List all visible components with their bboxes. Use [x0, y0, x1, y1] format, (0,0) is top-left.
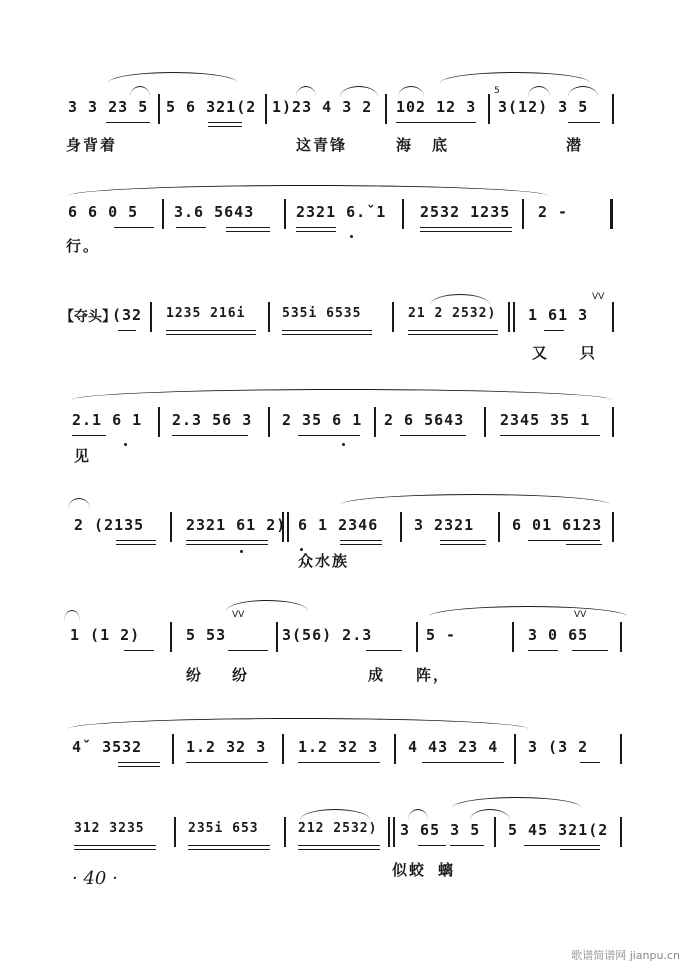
- measure: 1 61 3: [528, 306, 589, 324]
- measure: 5 -: [426, 626, 457, 644]
- measure: 5 45 321(2: [508, 821, 609, 839]
- underline: [340, 544, 382, 545]
- lyric: 底: [432, 136, 450, 154]
- underline: [528, 540, 600, 541]
- underline: [118, 330, 136, 331]
- underline: [116, 544, 156, 545]
- slur: [108, 72, 238, 83]
- underline: [166, 330, 256, 331]
- slur: [64, 610, 80, 621]
- barline: [174, 817, 176, 847]
- barline: [612, 94, 614, 124]
- lyric: 行。: [66, 237, 101, 255]
- section-label: 【夺头】: [60, 309, 116, 325]
- mordent-mark: ᐯᐯ: [592, 292, 605, 302]
- underline: [226, 227, 270, 228]
- measure: 3 2321: [414, 516, 475, 534]
- staff-4: [0, 405, 690, 465]
- underline: [296, 231, 336, 232]
- barline: [150, 302, 152, 332]
- staff-3: [0, 292, 690, 362]
- underline: [420, 231, 512, 232]
- lyric: 身背着: [66, 136, 118, 154]
- barline: [612, 407, 614, 437]
- measure: 1)23 4 3 2: [272, 98, 373, 116]
- barline: [385, 94, 387, 124]
- lyric: 成: [368, 666, 386, 684]
- underline: [72, 435, 106, 436]
- lyric: 纷: [232, 666, 250, 684]
- lyric: 见: [74, 447, 92, 465]
- barline: [514, 734, 516, 764]
- underline: [228, 650, 268, 651]
- barline: [284, 817, 286, 847]
- barline: [276, 622, 278, 652]
- underline: [186, 762, 268, 763]
- underline: [172, 435, 248, 436]
- barline: [162, 199, 164, 229]
- underline: [188, 849, 270, 850]
- underline: [298, 849, 380, 850]
- measure: 2.3 56 3: [172, 411, 253, 429]
- measure: 3.6 5643: [174, 203, 255, 221]
- slur: [430, 294, 490, 305]
- barline: [392, 302, 394, 332]
- mordent-mark: ᐯᐯ: [574, 610, 587, 620]
- measure: 235i 653: [188, 821, 259, 836]
- slur: [452, 797, 582, 808]
- staff-6: [0, 610, 690, 684]
- underline: [524, 845, 600, 846]
- staff-1: [0, 86, 690, 154]
- barline: [394, 734, 396, 764]
- barline: [388, 817, 390, 847]
- underline: [114, 227, 154, 228]
- slur: [398, 86, 424, 97]
- barline: [158, 407, 160, 437]
- barline: [494, 817, 496, 847]
- underline: [124, 650, 154, 651]
- barline: [620, 734, 622, 764]
- underline: [366, 650, 402, 651]
- slur: [440, 72, 590, 83]
- underline: [166, 334, 256, 335]
- low-octave-dot: [240, 550, 243, 553]
- page-number: · 40 ·: [72, 868, 118, 889]
- measure: 6 1 2346: [298, 516, 379, 534]
- staff-2: [0, 197, 690, 255]
- barline: [172, 734, 174, 764]
- underline: [572, 650, 608, 651]
- barline: [488, 94, 490, 124]
- measure: 21 2 2532): [408, 306, 497, 321]
- lyric: 又: [532, 344, 550, 362]
- staff-7: [0, 732, 690, 772]
- barline: [620, 817, 622, 847]
- lyric: 众水族: [298, 552, 350, 570]
- lyric: 纷: [186, 666, 204, 684]
- underline: [450, 845, 484, 846]
- measure: 4ˇ 3532: [72, 738, 143, 756]
- lyric: 只: [580, 344, 598, 362]
- slur: [130, 86, 150, 97]
- watermark: 歌谱简谱网 jianpu.cn: [571, 949, 680, 962]
- slur: [340, 86, 378, 97]
- measure: 535i 6535: [282, 306, 362, 321]
- lyric: 潜: [566, 136, 584, 154]
- underline: [408, 334, 498, 335]
- measure: 102 12 3: [396, 98, 477, 116]
- grace-note: 5: [494, 86, 500, 96]
- underline: [568, 122, 600, 123]
- barline: [282, 512, 284, 542]
- lyric: 似蛟: [392, 861, 427, 879]
- underline: [566, 544, 602, 545]
- underline: [340, 540, 382, 541]
- slur: [72, 389, 612, 400]
- underline: [296, 227, 336, 228]
- underline: [74, 849, 156, 850]
- measure: 3 65 3 5: [400, 821, 481, 839]
- measure: 212 2532): [298, 821, 378, 836]
- measure: (32: [112, 306, 143, 324]
- slur: [528, 86, 550, 97]
- underline: [186, 540, 268, 541]
- measure: 5 53: [186, 626, 227, 644]
- measure: 312 3235: [74, 821, 145, 836]
- measure: 3(12) 3 5: [498, 98, 589, 116]
- slur: [428, 606, 628, 617]
- slur: [300, 809, 370, 820]
- barline: [610, 199, 613, 229]
- underline: [282, 334, 372, 335]
- measure: 6 01 6123: [512, 516, 603, 534]
- barline: [268, 407, 270, 437]
- underline: [208, 126, 242, 127]
- low-octave-dot: [350, 235, 353, 238]
- measure: 3 3 23 5: [68, 98, 149, 116]
- slur: [568, 86, 598, 97]
- underline: [440, 544, 486, 545]
- measure: 2 -: [538, 203, 569, 221]
- measure: 3 0 65: [528, 626, 589, 644]
- slur: [68, 498, 90, 509]
- underline: [116, 540, 156, 541]
- barline: [508, 302, 510, 332]
- underline: [298, 762, 380, 763]
- slur: [68, 185, 548, 196]
- low-octave-dot: [342, 443, 345, 446]
- measure: 2.1 6 1: [72, 411, 143, 429]
- barline: [513, 302, 515, 332]
- barline: [284, 199, 286, 229]
- barline: [612, 302, 614, 332]
- barline: [402, 199, 404, 229]
- underline: [440, 540, 486, 541]
- underline: [118, 762, 160, 763]
- measure: 4 43 23 4: [408, 738, 499, 756]
- underline: [188, 845, 270, 846]
- lyric: 这青锋: [296, 136, 348, 154]
- mordent-mark: ᐯᐯ: [232, 610, 245, 620]
- underline: [396, 122, 476, 123]
- measure: 5 6 321(2: [166, 98, 257, 116]
- barline: [522, 199, 524, 229]
- measure: 2 35 6 1: [282, 411, 363, 429]
- underline: [420, 227, 512, 228]
- underline: [74, 845, 156, 846]
- measure: 2 6 5643: [384, 411, 465, 429]
- slur: [296, 86, 316, 97]
- measure: 2 (2135: [74, 516, 145, 534]
- measure: 1.2 32 3: [186, 738, 267, 756]
- underline: [298, 435, 360, 436]
- lyric: 螭: [438, 861, 456, 879]
- measure: 2532 1235: [420, 203, 511, 221]
- underline: [282, 330, 372, 331]
- slur: [340, 494, 610, 505]
- low-octave-dot: [124, 443, 127, 446]
- barline: [158, 94, 160, 124]
- barline: [498, 512, 500, 542]
- underline: [422, 762, 504, 763]
- barline: [400, 512, 402, 542]
- slur: [408, 809, 428, 820]
- staff-5: [0, 510, 690, 570]
- underline: [408, 330, 498, 331]
- underline: [580, 762, 600, 763]
- slur: [470, 809, 510, 820]
- underline: [298, 845, 380, 846]
- underline: [418, 845, 446, 846]
- underline: [186, 544, 268, 545]
- barline: [374, 407, 376, 437]
- underline: [176, 227, 206, 228]
- barline: [265, 94, 267, 124]
- measure: 2321 61 2): [186, 516, 287, 534]
- underline: [208, 122, 242, 123]
- barline: [416, 622, 418, 652]
- measure: 2345 35 1: [500, 411, 591, 429]
- measure: 3(56) 2.3: [282, 626, 373, 644]
- barline: [170, 512, 172, 542]
- barline: [484, 407, 486, 437]
- underline: [400, 435, 466, 436]
- measure: 1 (1 2): [70, 626, 141, 644]
- underline: [106, 122, 150, 123]
- underline: [544, 330, 564, 331]
- slur: [68, 718, 528, 729]
- lyric: 阵，: [416, 666, 451, 684]
- barline: [393, 817, 395, 847]
- measure: 2321 6.ˇ1: [296, 203, 387, 221]
- underline: [560, 849, 600, 850]
- underline: [500, 435, 600, 436]
- measure: 1.2 32 3: [298, 738, 379, 756]
- barline: [170, 622, 172, 652]
- barline: [512, 622, 514, 652]
- lyric: 海: [396, 136, 414, 154]
- barline: [268, 302, 270, 332]
- underline: [118, 766, 160, 767]
- measure: 1235 216i: [166, 306, 246, 321]
- measure: 3 (3 2: [528, 738, 589, 756]
- underline: [528, 650, 558, 651]
- barline: [287, 512, 289, 542]
- barline: [282, 734, 284, 764]
- barline: [620, 622, 622, 652]
- measure: 6 6 0 5: [68, 203, 139, 221]
- underline: [226, 231, 270, 232]
- barline: [612, 512, 614, 542]
